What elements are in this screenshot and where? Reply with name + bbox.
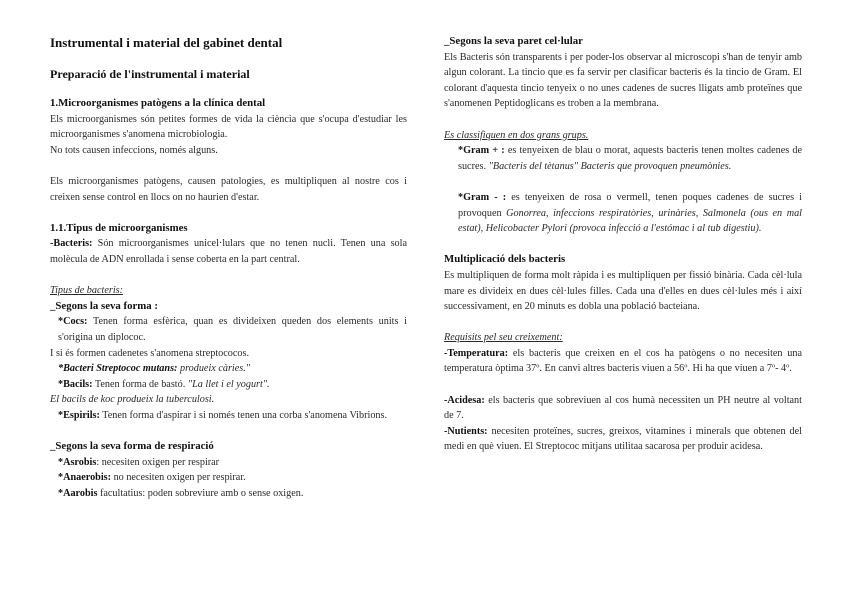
bacils-text: Tenen forma de bastó. bbox=[92, 378, 188, 390]
anaerobis-label: *Anaerobis: bbox=[58, 472, 112, 484]
left-column bbox=[50, 34, 407, 501]
anaerobis-item bbox=[50, 470, 407, 486]
temperatura-label: -Temperatura: bbox=[444, 347, 509, 359]
strepto-text: produeix càries." bbox=[177, 363, 251, 375]
acidesa-label: -Acidesa: bbox=[444, 394, 485, 406]
espirils-item bbox=[50, 408, 407, 424]
paret-heading: _Segons la seva paret cel·lular bbox=[444, 35, 583, 47]
gram-positive-item bbox=[444, 143, 802, 174]
section-subtitle: Preparació de l'instrumental i material bbox=[50, 67, 250, 81]
multiplicacio-text: Es multipliquen de forma molt ràpida i es multipliquen per fissió binària. Cada cèl·lula mare es divideix en dues cèl·lules filles. Cada una d'elles en dues cèl·lules més i així successivament, en 20 minuts es dobla una població bacteiana. bbox=[444, 269, 802, 313]
section-1-paragraph-1: Els microorganismes són petites formes de vida la ciència que s'ocupa d'estudiar les microorganismes s'anomena microbiologia. bbox=[50, 113, 407, 141]
section-1-1-heading: 1.1.Tipus de microorganismes bbox=[50, 221, 188, 234]
aarobis-item bbox=[50, 486, 407, 502]
multiplicacio-heading: Multiplicació dels bacteris bbox=[444, 253, 566, 266]
acidesa-text: els bacteris que sobreviuen al cos humà necessiten un PH neutre al voltant de 7. bbox=[444, 394, 802, 422]
nutients-label: -Nutients: bbox=[444, 425, 488, 437]
bacteris-label: -Bacteris: bbox=[50, 238, 93, 250]
requisits-heading: Requisits pel seu creixement: bbox=[444, 332, 563, 344]
bacils-item bbox=[50, 377, 407, 393]
gram-positive-text: es tenyeixen de blau o morat, aquests bacteris tenen moltes cadenes de sucres. bbox=[458, 145, 802, 172]
cocs-item bbox=[50, 314, 407, 345]
nutients-text: necesiten proteïnes, sucres, greixos, vitamines i minerals que obtenen del medi en què viuen. El Streptococ mitjans utilitaa sacarosa per produir acidesa. bbox=[444, 425, 802, 453]
gram-negative-item bbox=[444, 190, 802, 237]
asrobis-label: *Asrobis bbox=[58, 456, 97, 468]
cocs-label: *Cocs: bbox=[58, 316, 88, 328]
temperatura-item bbox=[444, 346, 802, 377]
section-1-paragraph-2: No tots causen infeccions, només alguns. bbox=[50, 144, 218, 156]
gram-negative-label: *Gram - : bbox=[458, 191, 507, 203]
bacils-koc-text: El bacils de koc produeix la tuberculosi. bbox=[50, 394, 215, 406]
espirils-label: *Espirils: bbox=[58, 409, 100, 421]
espirils-text: Tenen forma d'aspirar i si només tenen una corba s'anomena Vibrions. bbox=[99, 409, 388, 421]
document-title: Instrumental i material del gabinet dental bbox=[50, 35, 283, 50]
asrobis-item bbox=[50, 455, 407, 471]
bacteris-text: Són microorganismes unicel·lulars que no tenen nucli. Tenen una sola molècula de ADN enrollada i sense coberta en la part central. bbox=[50, 238, 407, 265]
aarobis-label: *Aarobis bbox=[58, 487, 98, 499]
strepto-label: *Bacteri Streptococ mutans: bbox=[58, 363, 178, 375]
temperatura-text: els bacteris que creixen en el cos ha patògens o no necesiten una temperatura òptima 37º. En canvi altres bacteris viuen a 56º. Hi ha que viuen a 7º- 4º. bbox=[444, 347, 802, 375]
section-1-heading: 1.Microorganismes patògens a la clínica dental bbox=[50, 97, 266, 109]
gram-positive-italic: "Bacteris del tètanus" Bacteris que provoquen pneumònies. bbox=[488, 160, 732, 172]
cocs-text: Tenen forma esfèrica, quan es divideixen queden dos elements units i s'origina un diplococ. bbox=[58, 316, 407, 343]
cocs-text-2: I si és formen cadenetes s'anomena streptococos. bbox=[50, 347, 250, 359]
section-1-paragraph-3: Els microorganismes patògens, causen patologies, es multipliquen al nostre cos i creixen sense control en llocs on no haurien d'estar. bbox=[50, 175, 407, 203]
forma-heading: _Segons la seva forma : bbox=[50, 299, 158, 312]
anaerobis-text: no necesiten oxigen per respirar. bbox=[111, 472, 246, 484]
respiracio-heading: _Segons la seva forma de respiració bbox=[50, 440, 214, 453]
paret-text: Els Bacteris són transparents i per poder-los observar al microscopi s'han de tenyir amb algun colorant. La tincio que es fa servir per clasificar bacteris és la tincio de Gram. El colorant d'aquesta tincio tenyeix o no unes cadenes de sucres lligats amb proteïnes que s'anomenen Peptidoglicans es troben a la membrana. bbox=[444, 51, 802, 110]
aarobis-text: facultatius: poden sobreviure amb o sense oxigen. bbox=[97, 487, 304, 499]
bacils-koc bbox=[50, 392, 407, 408]
gram-negative-italic: Gonorrea, infeccions respiratòries, urinàries, Salmonela (ous en mal estat), Helicobacter Pylori (provoca infecció a l'estómac i al tub digestiu). bbox=[458, 207, 802, 235]
nutients-item bbox=[444, 424, 802, 455]
right-column bbox=[444, 34, 802, 455]
tipus-heading: Tipus de bacteris: bbox=[50, 285, 124, 297]
gram-positive-label: *Gram + : bbox=[458, 145, 505, 157]
gram-negative-text: es tenyeixen de rosa o vermell, tenen poques cadenes de sucres i provoquen bbox=[458, 191, 803, 219]
grups-heading: Es classifiquen en dos grans grups. bbox=[444, 129, 589, 141]
strepto-item bbox=[50, 361, 407, 377]
bacteris-definition bbox=[50, 236, 407, 267]
bacils-italic: "La llet i el yogurt". bbox=[187, 378, 270, 390]
asrobis-text: : necesiten oxigen per respirar bbox=[96, 456, 220, 468]
acidesa-item bbox=[444, 393, 802, 424]
bacils-label: *Bacils: bbox=[58, 378, 93, 390]
